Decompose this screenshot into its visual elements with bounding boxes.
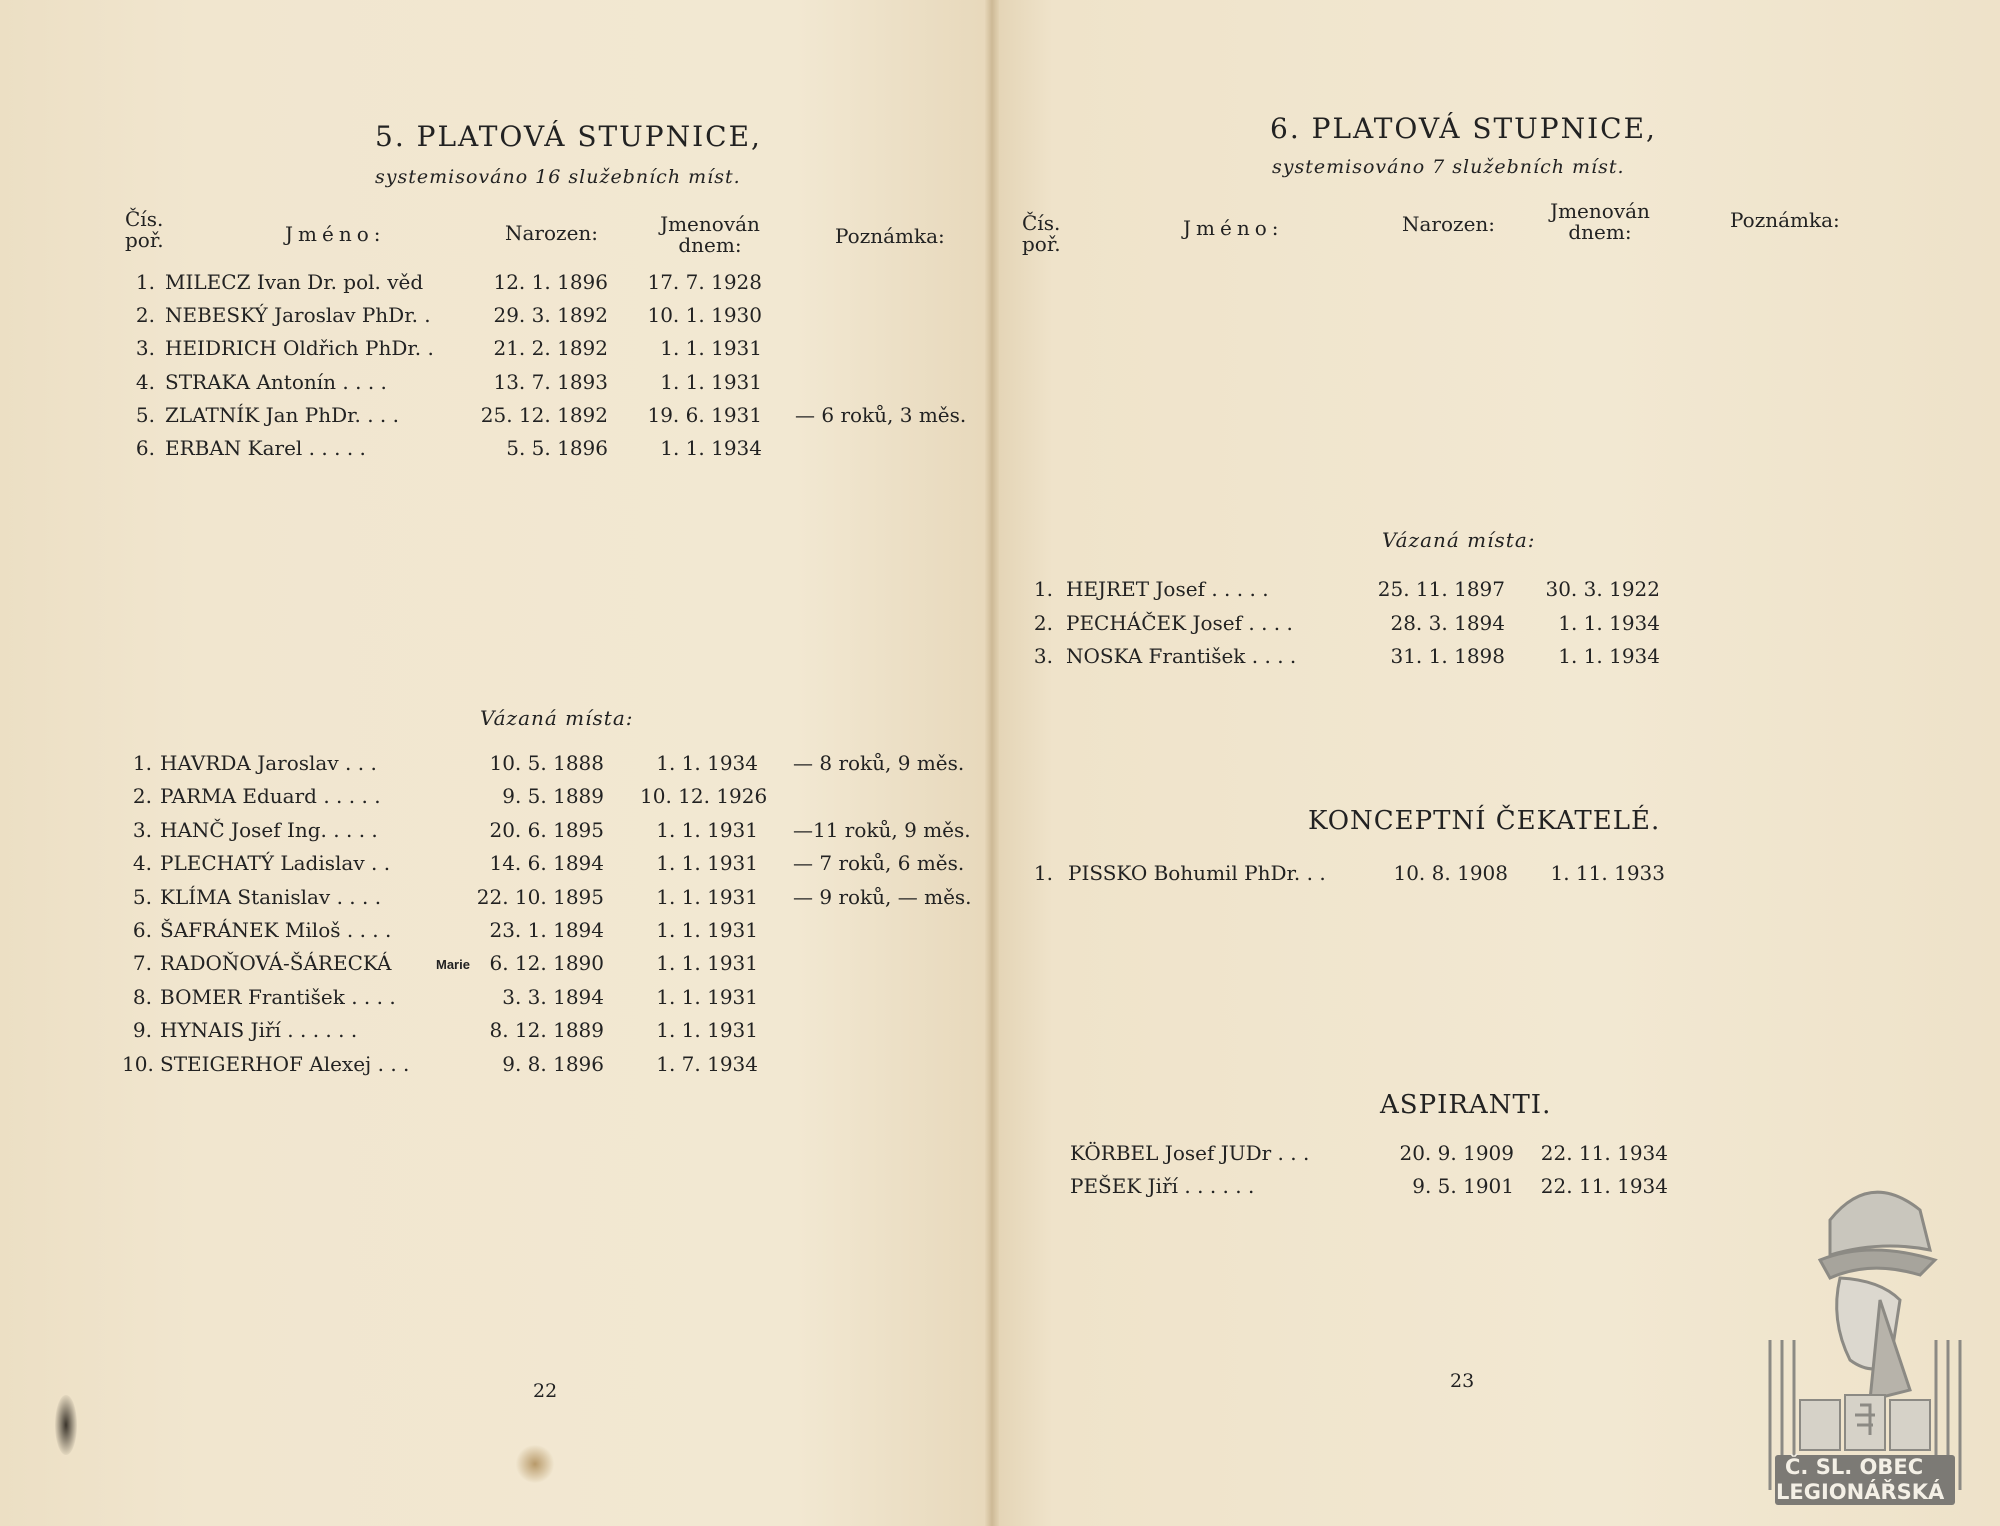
row-number: 1. [132,751,152,775]
row-name: HEJRET Josef . . . . . [1066,577,1269,601]
stamp-line2: LEGIONÁŘSKÁ [1776,1480,1945,1504]
col-cis-line2: poř. [125,228,164,252]
row-born: 22. 10. 1895 [476,884,604,909]
row-appointed: 30. 3. 1922 [1545,577,1660,601]
right-heading: 6. PLATOVÁ STUPNICE, [1270,112,1657,145]
row-born: 20. 6. 1895 [489,817,604,842]
row-born: 31. 1. 1898 [1390,644,1505,668]
row-name: ZLATNÍK Jan PhDr. . . . [165,402,399,427]
row-born: 12. 1. 1896 [493,270,608,294]
row-born: 20. 9. 1909 [1399,1141,1514,1165]
row-number: 1. [135,270,155,294]
row-number: 8. [132,984,152,1009]
right-subheading: systemisováno 7 služebních míst. [1272,156,1625,178]
row-name: RADOŇOVÁ-ŠÁRECKÁ [160,951,392,976]
row-appointed: 1. 1. 1931 [656,1018,758,1043]
row-name: HAVRDA Jaroslav . . . [160,751,377,775]
paper-stain [515,1445,555,1483]
row-note: — 7 roků, 6 měs. [793,851,965,876]
row-number: 6. [132,918,152,942]
row-name: HEIDRICH Oldřich PhDr. . [165,336,434,361]
col-jmenovan-line2: dnem: [678,233,742,257]
row-name-extra: Marie [436,957,470,973]
row-name: KLÍMA Stanislav . . . . [160,884,382,909]
row-number: 9. [132,1018,152,1043]
row-number: 1. [1033,577,1053,601]
stamp-line1: Č. SL. OBEC [1785,1455,1924,1479]
row-note: — 9 roků, — měs. [793,884,972,909]
concept-title: KONCEPTNÍ ČEKATELÉ. [1308,806,1661,836]
row-name: PISSKO Bohumil PhDr. . . [1068,861,1326,885]
book-gutter [985,0,999,1526]
row-born: 9. 8. 1896 [502,1051,604,1076]
row-born: 29. 3. 1892 [493,303,608,328]
row-born: 10. 8. 1908 [1393,861,1508,885]
col-jmenovan-line2-right: dnem: [1568,220,1632,244]
row-name: ERBAN Karel . . . . . [165,436,366,460]
row-born: 25. 12. 1892 [480,402,608,427]
col-cis-line1-right: Čís. [1022,211,1061,235]
row-note: —11 roků, 9 měs. [793,817,971,842]
row-appointed: 10. 12. 1926 [640,784,768,809]
row-born: 9. 5. 1901 [1412,1174,1514,1198]
row-number: 6. [135,436,155,460]
row-number: 5. [132,884,152,909]
row-number: 4. [135,369,155,394]
row-name: BOMER František . . . . [160,984,396,1009]
col-jmenovan-line1-right: Jmenován [1550,199,1650,223]
row-appointed: 1. 1. 1931 [660,336,762,361]
row-born: 6. 12. 1890 [489,951,604,976]
row-number: 3. [135,336,155,361]
row-appointed: 1. 1. 1934 [656,751,758,775]
col-poznamka-right: Poznámka: [1730,208,1840,232]
row-name: NOSKA František . . . . [1066,644,1297,668]
aspirants-title: ASPIRANTI. [1380,1090,1552,1120]
row-number: 1. [1033,861,1053,885]
row-number: 5. [135,402,155,427]
page-number-right: 23 [1450,1370,1475,1392]
legion-stamp [1760,1160,1970,1510]
row-name: ŠAFRÁNEK Miloš . . . . [160,918,392,942]
row-number: 2. [1033,610,1053,635]
row-appointed: 1. 7. 1934 [656,1051,758,1076]
row-number: 7. [132,951,152,976]
row-appointed: 1. 1. 1934 [1558,610,1660,635]
row-appointed: 1. 1. 1931 [660,369,762,394]
row-born: 14. 6. 1894 [489,851,604,876]
col-cis-line1: Čís. [125,207,164,231]
row-number: 3. [1033,644,1053,668]
row-number: 4. [132,851,152,876]
row-appointed: 1. 1. 1931 [656,884,758,909]
row-number: 10. [122,1051,154,1076]
row-born: 9. 5. 1889 [502,784,604,809]
row-note: — 8 roků, 9 měs. [793,751,965,775]
row-name: KÖRBEL Josef JUDr . . . [1070,1141,1310,1165]
row-appointed: 1. 1. 1934 [1558,644,1660,668]
row-born: 10. 5. 1888 [489,751,604,775]
col-narozen-right: Narozen: [1402,212,1496,236]
row-appointed: 17. 7. 1928 [647,270,762,294]
row-born: 28. 3. 1894 [1390,610,1505,635]
row-born: 8. 12. 1889 [489,1018,604,1043]
row-appointed: 1. 11. 1933 [1550,861,1665,885]
row-born: 3. 3. 1894 [502,984,604,1009]
row-appointed: 22. 11. 1934 [1540,1174,1668,1198]
page-number-left: 22 [533,1380,558,1402]
row-name: PECHÁČEK Josef . . . . [1066,610,1293,635]
col-jmeno: Jméno: [285,222,386,246]
row-name: STEIGERHOF Alexej . . . [160,1051,410,1076]
row-appointed: 19. 6. 1931 [647,402,762,427]
row-appointed: 1. 1. 1934 [660,436,762,460]
col-narozen: Narozen: [505,221,599,245]
left-subheading: systemisováno 16 služebních míst. [375,166,741,188]
row-appointed: 22. 11. 1934 [1540,1141,1668,1165]
row-number: 2. [135,303,155,328]
left-heading: 5. PLATOVÁ STUPNICE, [375,120,762,153]
row-born: 21. 2. 1892 [493,336,608,361]
row-appointed: 1. 1. 1931 [656,851,758,876]
row-name: NEBESKÝ Jaroslav PhDr. . [165,303,431,328]
right-bound-title: Vázaná místa: [1382,528,1536,552]
row-born: 25. 11. 1897 [1377,577,1505,601]
row-number: 3. [132,817,152,842]
ink-blot [55,1395,77,1455]
col-jmenovan-line1: Jmenován [660,212,760,236]
row-name: HYNAIS Jiří . . . . . . [160,1018,358,1043]
left-bound-title: Vázaná místa: [480,706,634,730]
row-name: PLECHATÝ Ladislav . . [160,851,391,876]
row-number: 2. [132,784,152,809]
row-born: 13. 7. 1893 [493,369,608,394]
row-name: MILECZ Ivan Dr. pol. věd [165,270,424,294]
row-born: 5. 5. 1896 [506,436,608,460]
row-appointed: 1. 1. 1931 [656,951,758,976]
col-cis-line2-right: poř. [1022,232,1061,256]
row-appointed: 1. 1. 1931 [656,918,758,942]
row-name: PARMA Eduard . . . . . [160,784,381,809]
row-name: HANČ Josef Ing. . . . . [160,817,378,842]
col-poznamka: Poznámka: [835,224,945,248]
row-name: STRAKA Antonín . . . . [165,369,387,394]
row-note: — 6 roků, 3 měs. [795,402,967,427]
col-jmeno-right: Jméno: [1183,216,1284,240]
row-appointed: 10. 1. 1930 [647,303,762,328]
row-name: PEŠEK Jiří . . . . . . [1070,1174,1255,1198]
row-appointed: 1. 1. 1931 [656,984,758,1009]
row-appointed: 1. 1. 1931 [656,817,758,842]
row-born: 23. 1. 1894 [489,918,604,942]
